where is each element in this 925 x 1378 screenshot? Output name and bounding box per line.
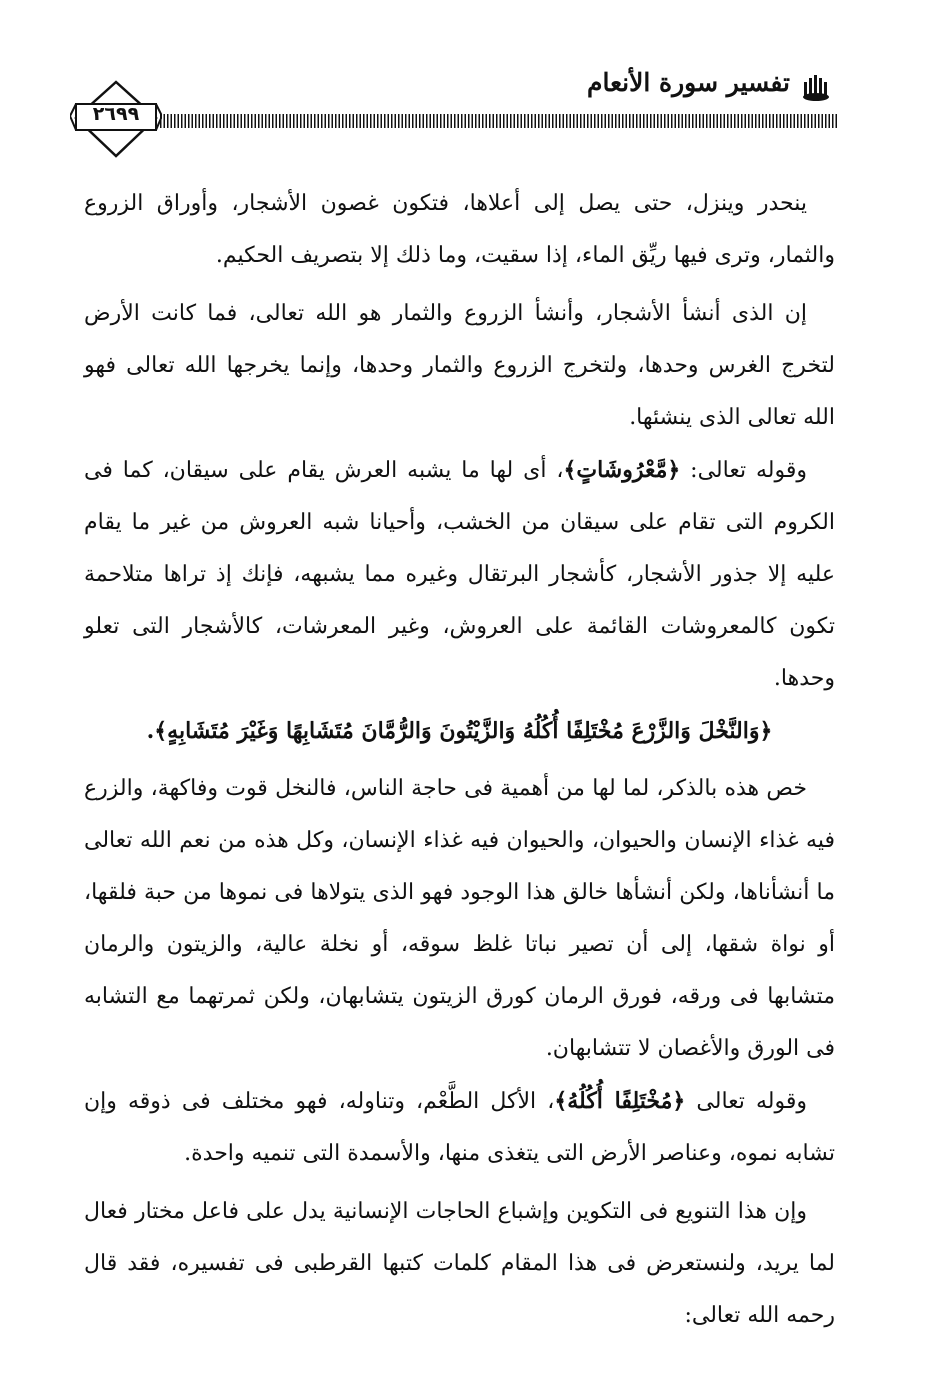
page-body (84, 178, 835, 1342)
quran-quote: ﴿مَّعْرُوشَاتٍ﴾ (563, 457, 681, 483)
paragraph-text: وقوله تعالى: (680, 458, 807, 483)
quran-quote: ﴿مُخْتَلِفًا أُكُلُهُ﴾ (554, 1088, 686, 1114)
paragraph (84, 1075, 835, 1180)
paragraph (84, 288, 835, 444)
paragraph-text: وإن هذا التنويع فى التكوين وإشباع الحاجات الإنسانية يدل على فاعل مختار فعال لما يريد، ولنستعرض فى هذا المقام كلمات كتبها القرطبى فى تفسيره، فقد قال رحمه الله تعالى: (84, 1199, 835, 1328)
paragraph-text: ، أى لها ما يشبه العرش يقام على سيقان، كما فى الكروم التى تقام على سيقان من الخشب، وأحيانا شبه العروش من غير ما يقام عليه إلا جذور الأشجار، كأشجار البرتقال وغيره مما يشبهه، فإنك إذ تراها متلاحمة تكون كالمعروشات القائمة على العروش، وغير المعرشات، كالأشجار التى تعلو وحدها. (84, 458, 835, 691)
page-header (0, 0, 925, 170)
paragraph (84, 763, 835, 1075)
paragraph (84, 178, 835, 282)
paragraph-text: ، الأكل الطَّعْم، وتناوله، فهو مختلف فى ذوقه وإن تشابه نموه، وعناصر الأرض التى يتغذى منها، والأسمدة التى تنميه واحدة. (84, 1089, 835, 1166)
paragraph-text: ينحدر وينزل، حتى يصل إلى أعلاها، فتكون غصون الأشجار، وأوراق الزروع والثمار، وترى فيها ريِّق الماء، إذا سقيت، وما ذلك إلا بتصريف الحكيم. (84, 191, 835, 268)
paragraph (84, 1186, 835, 1342)
paragraph-text: خص هذه بالذكر، لما لها من أهمية فى حاجة الناس، فالنخل قوت وفاكهة، والزرع فيه غذاء الإنسان والحيوان، والحيوان فيه غذاء الإنسان، وكل هذه من نعم الله تعالى ما أنشأناها، ولكن أنشأها خالق هذا الوجود فهو الذى يتولاها فى نموها من حبة فلقها، أو نواة شقها، إلى أن تصير نباتا غلظ سوقه، أو نخلة عالية، والزيتون والرمان متشابها فى ورقه، فورق الرمان كورق الزيتون يتشابهان، ولكن ثمرتهما مع التشابه فى الورق والأغصان لا تتشابهان. (84, 776, 835, 1061)
paragraph-text: وقوله تعالى (685, 1089, 807, 1114)
paragraph-text: إن الذى أنشأ الأشجار، وأنشأ الزروع والثمار هو الله تعالى، فما كانت الأرض لتخرج الغرس وحدها، ولتخرج الزروع والثمار وحدها، وإنما يخرجها الله تعالى فهو الله تعالى الذى ينشئها. (84, 301, 835, 430)
header-rule (160, 114, 837, 128)
page-number: ٢٦٩٩ (92, 103, 140, 125)
surah-title: تفسير سورة الأنعام (586, 68, 790, 97)
quran-verse (84, 705, 835, 757)
paragraph (84, 444, 835, 705)
verse-text: ﴿وَالنَّخْلَ وَالزَّرْعَ مُخْتَلِفًا أُكُلُهُ وَالزَّيْتُونَ وَالرُّمَّانَ مُتَشَابِهًا وَغَيْرَ مُتَشَابِهٍ﴾. (146, 718, 773, 744)
flower-ornament-icon (801, 72, 833, 102)
